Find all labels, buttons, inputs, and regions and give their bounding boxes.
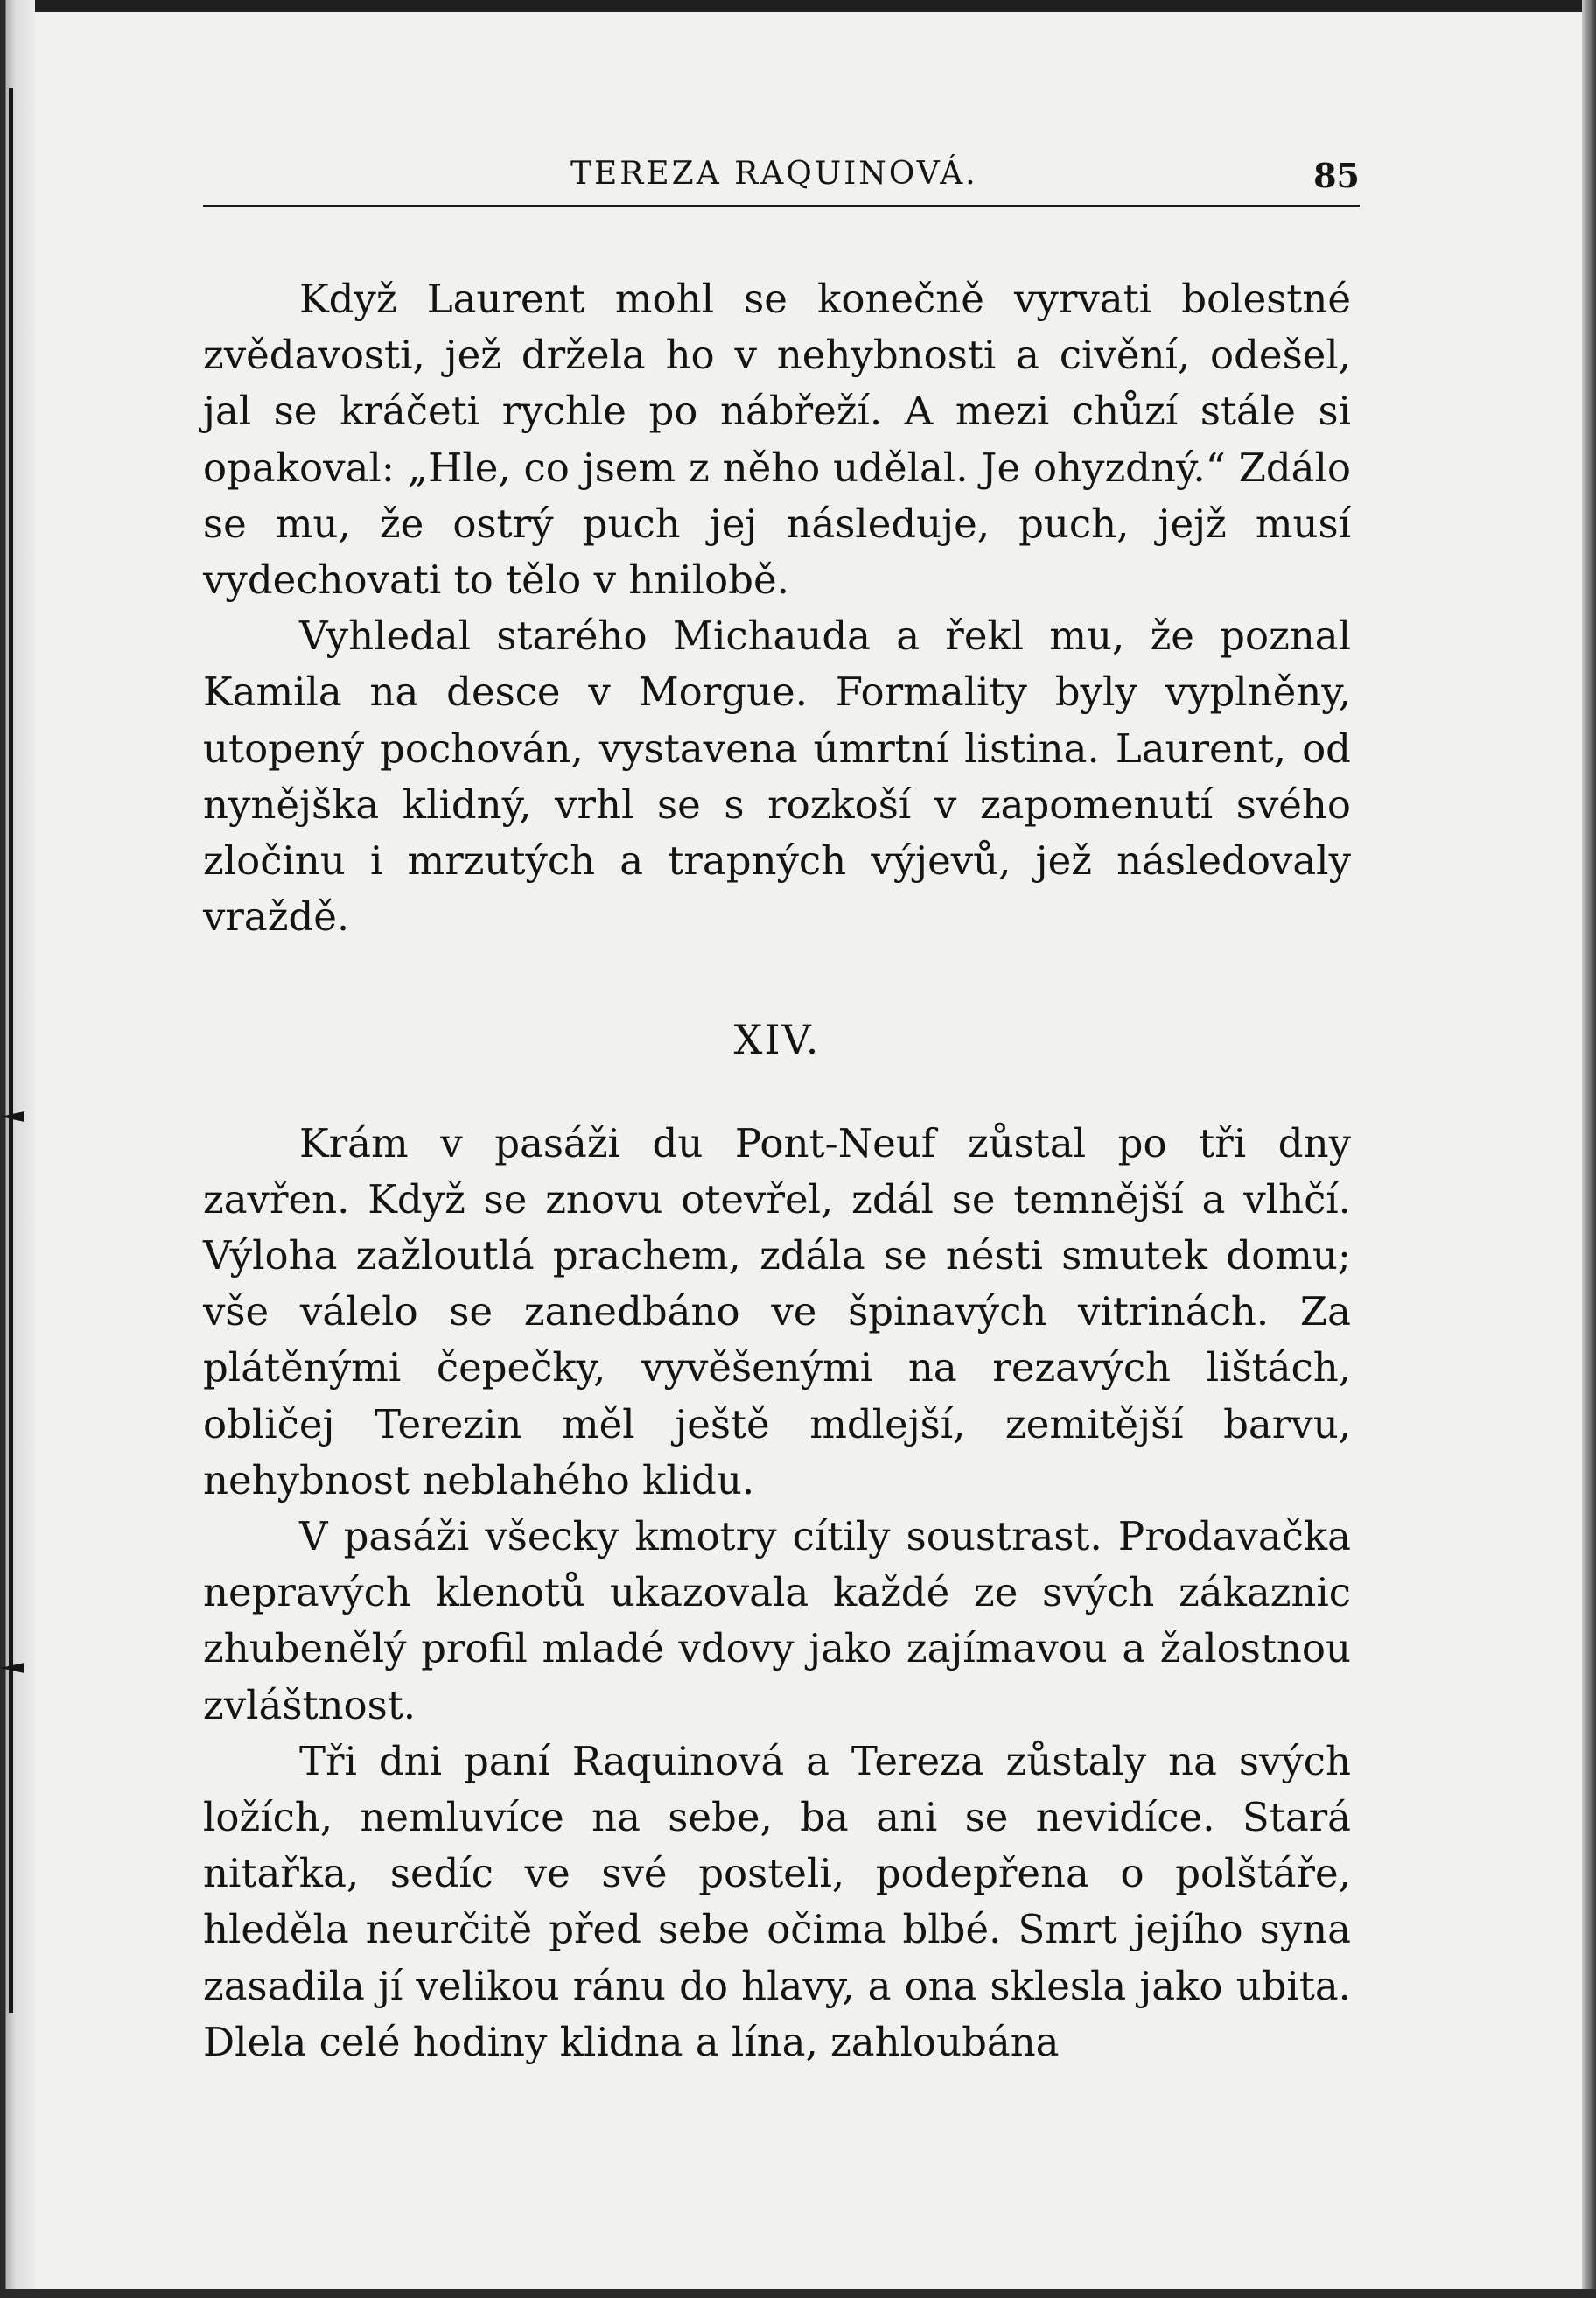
page-binding-edge [0,0,35,2298]
running-title: TEREZA RAQUINOVÁ. [570,156,978,192]
page-number: 85 [1313,156,1360,195]
paragraph: Vyhledal starého Michauda a řekl mu, že poznal Kamila na desce v Morgue. Formality byly vyplněny, utopený pochován, vystavena úmrtní listina. Laurent, od nynějška klidný, vrhl se s rozkoší v zapomenutí svého zločinu i mrzutých a trapných výjevů, jež následovaly vraždě. [203,613,1351,941]
chapter-heading: XIV. [733,1016,821,1064]
running-head [203,156,1360,205]
paragraph: Když Laurent mohl se konečně vyrvati bolestné zvědavosti, jež držela ho v nehybnosti a civění, odešel, jal se kráčeti rychle po nábřeží. A mezi chůzí stále si opakoval: „Hle, co jsem z něho udělal. Je ohyzdný.“ Zdálo se mu, že ostrý puch jej následuje, puch, jejž musí vydechovati to tělo v hnilobě. [203,276,1351,604]
page-top-edge [0,0,1596,12]
paragraph: V pasáži všecky kmotry cítily soustrast. Prodavačka nepravých klenotů ukazovala každé ze svých zákaznic zhubenělý profil mladé vdovy jako zajímavou a žalostnou zvláštnost. [203,1513,1351,1728]
binding-line [9,88,13,2013]
page-bottom-edge [0,2289,1596,2298]
page-right-edge [1582,0,1596,2298]
header-rule [203,205,1360,207]
paragraph: Krám v pasáži du Pont-Neuf zůstal po tři dny zavřen. Když se znovu otevřel, zdál se temnější a vlhčí. Výloha zažloutlá prachem, zdála se nésti smutek domu; vše válelo se zanedbáno ve špinavých vitrinách. Za plátěnými čepečky, vyvěšenými na rezavých lištách, obličej Terezin měl ještě mdlejší, zemitější barvu, nehybnost neblahého klidu. [203,1119,1351,1503]
paragraph: Tři dni paní Raquinová a Tereza zůstaly na svých ložích, nemluvíce na sebe, ba ani se nevidíce. Stará nitařka, sedíc ve své posteli, podepřena o polštáře, hleděla neurčitě před sebe očima blbé. Smrt jejího syna zasadila jí velikou ránu do hlavy, a ona sklesla jako ubita. Dlela celé hodiny klidna a lína, zahloubána [203,1737,1351,2065]
body-text [203,271,1351,2070]
